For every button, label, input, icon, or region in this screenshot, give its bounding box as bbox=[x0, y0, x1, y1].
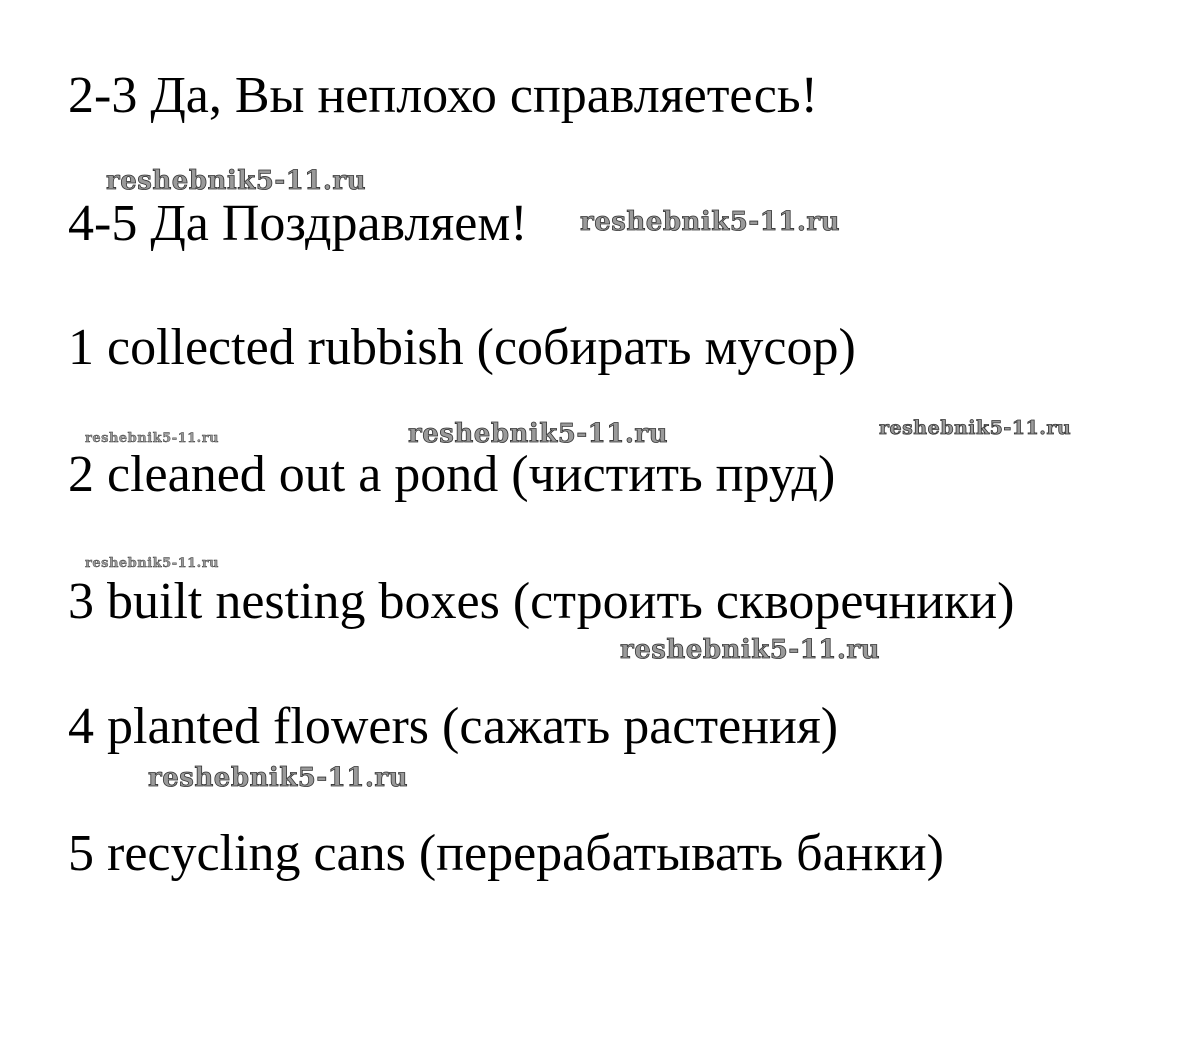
watermark: reshebnik5-11.ru bbox=[106, 166, 367, 196]
score-line-2-3: 2-3 Да, Вы неплохо справляетесь! bbox=[68, 67, 818, 124]
watermark: reshebnik5-11.ru bbox=[85, 556, 220, 571]
answer-line-1: 1 collected rubbish (собирать мусор) bbox=[68, 319, 856, 376]
watermark: reshebnik5-11.ru bbox=[580, 207, 841, 237]
watermark: reshebnik5-11.ru bbox=[408, 419, 669, 449]
answer-line-5: 5 recycling cans (перерабатывать банки) bbox=[68, 825, 944, 882]
watermark: reshebnik5-11.ru bbox=[620, 635, 881, 665]
answer-line-4: 4 planted flowers (сажать растения) bbox=[68, 698, 839, 755]
answer-line-3: 3 built nesting boxes (строить скворечники) bbox=[68, 573, 1015, 630]
watermark: reshebnik5-11.ru bbox=[85, 431, 220, 446]
watermark: reshebnik5-11.ru bbox=[148, 763, 409, 793]
score-line-4-5: 4-5 Да Поздравляем! bbox=[68, 195, 528, 252]
answer-line-2: 2 cleaned out a pond (чистить пруд) bbox=[68, 446, 836, 503]
watermark: reshebnik5-11.ru bbox=[879, 417, 1072, 439]
